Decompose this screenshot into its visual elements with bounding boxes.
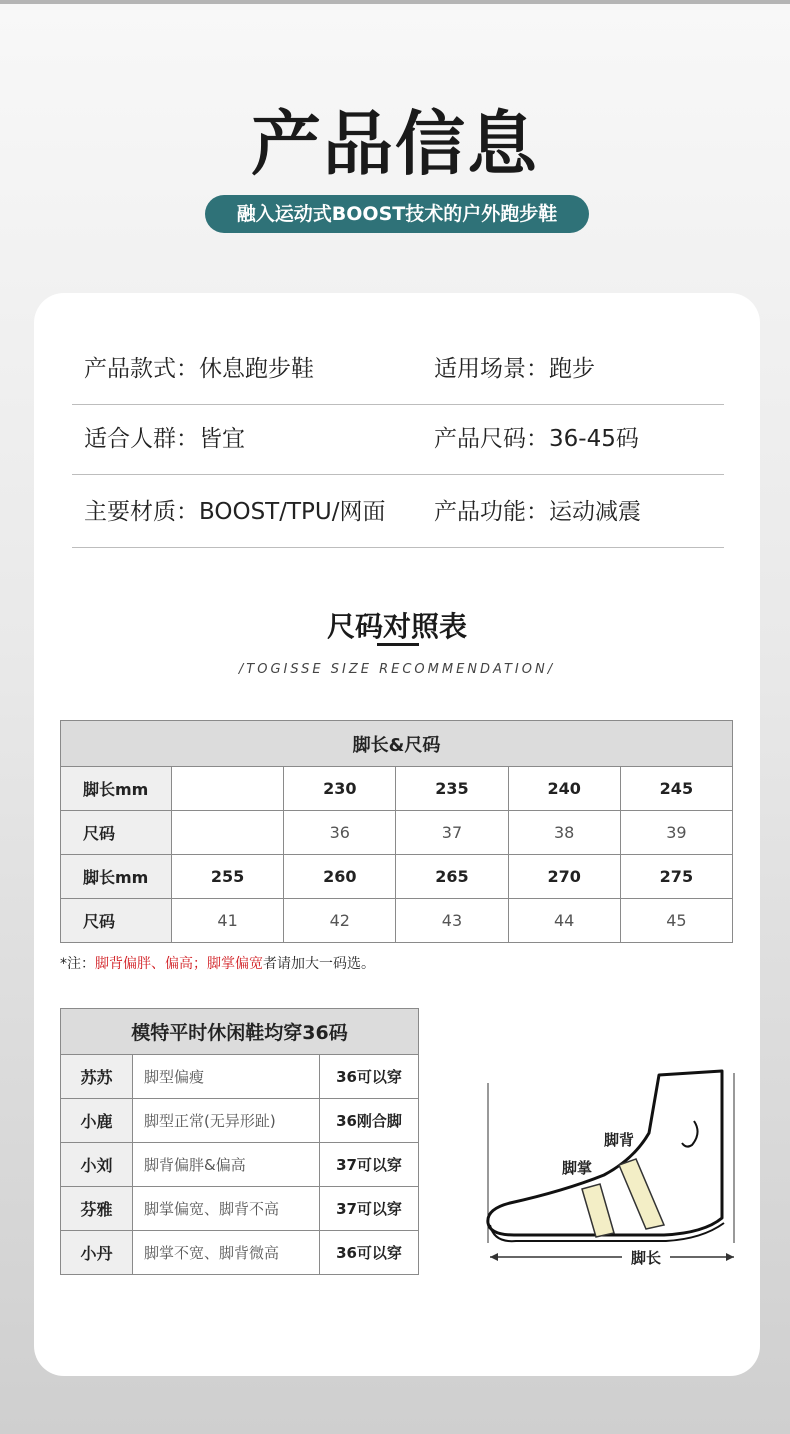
note-suffix: 者请加大一码选。 <box>263 956 375 972</box>
model-name: 小丹 <box>61 1231 133 1275</box>
model-name: 芬雅 <box>61 1187 133 1231</box>
size-cell: 37 <box>396 811 508 855</box>
subtitle-badge: 融入运动式BOOST技术的户外跑步鞋 <box>205 195 589 233</box>
size-cell: 41 <box>172 899 284 943</box>
length-cell: 260 <box>284 855 396 899</box>
size-table <box>60 720 733 943</box>
note-warning-instep: 脚背偏胖、偏高； <box>95 956 207 972</box>
size-cell: 43 <box>396 899 508 943</box>
length-cell <box>172 767 284 811</box>
page-title: 产品信息 <box>251 103 539 185</box>
note-warning-ball: 脚掌偏宽 <box>207 956 263 972</box>
model-table-title: 模特平时休闲鞋均穿36码 <box>61 1009 419 1055</box>
model-fit: 36可以穿 <box>320 1055 419 1099</box>
model-foot-type: 脚型偏瘦 <box>133 1055 320 1099</box>
row-label-size: 尺码 <box>61 899 172 943</box>
row-label-size: 尺码 <box>61 811 172 855</box>
size-cell: 36 <box>284 811 396 855</box>
size-cell <box>172 811 284 855</box>
model-fit: 36刚合脚 <box>320 1099 419 1143</box>
length-cell: 255 <box>172 855 284 899</box>
info-size-range: 产品尺码：36-45码 <box>434 426 639 452</box>
info-function: 产品功能：运动减震 <box>434 499 641 525</box>
info-row-1 <box>72 333 724 405</box>
model-foot-type: 脚掌偏宽、脚背不高 <box>133 1187 320 1231</box>
table-row <box>61 1187 419 1231</box>
arrow-left-icon <box>490 1253 498 1261</box>
info-material: 主要材质：BOOST/TPU/网面 <box>84 499 386 525</box>
length-cell: 275 <box>620 855 732 899</box>
info-scene: 适用场景：跑步 <box>434 356 595 382</box>
note-prefix: *注： <box>60 956 95 972</box>
label-length: 脚长 <box>630 1249 662 1267</box>
length-cell: 235 <box>396 767 508 811</box>
size-chart-subtitle: /TOGISSE SIZE RECOMMENDATION/ <box>238 662 556 677</box>
model-table-header-row <box>61 1009 419 1055</box>
table-row <box>61 899 733 943</box>
table-row <box>61 855 733 899</box>
table-row <box>61 767 733 811</box>
table-row <box>61 1099 419 1143</box>
size-cell: 38 <box>508 811 620 855</box>
model-foot-type: 脚型正常(无异形趾) <box>133 1099 320 1143</box>
length-cell: 265 <box>396 855 508 899</box>
model-fit: 37可以穿 <box>320 1187 419 1231</box>
model-name: 小鹿 <box>61 1099 133 1143</box>
model-name: 苏苏 <box>61 1055 133 1099</box>
model-fit: 37可以穿 <box>320 1143 419 1187</box>
label-instep: 脚背 <box>604 1131 635 1149</box>
table-row <box>61 1143 419 1187</box>
top-divider <box>0 0 790 4</box>
info-row-3 <box>72 476 724 548</box>
row-label-length: 脚长mm <box>61 767 172 811</box>
size-table-title: 脚长&尺码 <box>61 721 733 767</box>
model-foot-type: 脚背偏胖&偏高 <box>133 1143 320 1187</box>
model-fit-table <box>60 1008 419 1275</box>
info-row-2 <box>72 403 724 475</box>
length-cell: 270 <box>508 855 620 899</box>
size-cell: 44 <box>508 899 620 943</box>
length-cell: 240 <box>508 767 620 811</box>
size-table-header-row <box>61 721 733 767</box>
size-cell: 42 <box>284 899 396 943</box>
size-note <box>60 953 375 973</box>
arrow-right-icon <box>726 1253 734 1261</box>
model-foot-type: 脚掌不宽、脚背微高 <box>133 1231 320 1275</box>
length-cell: 230 <box>284 767 396 811</box>
row-label-length: 脚长mm <box>61 855 172 899</box>
info-audience: 适合人群：皆宜 <box>84 426 245 452</box>
table-row <box>61 1055 419 1099</box>
size-cell: 39 <box>620 811 732 855</box>
title-underline <box>377 643 419 646</box>
size-chart-title: 尺码对照表 <box>326 610 467 643</box>
product-info-card <box>34 293 760 1376</box>
foot-measure-diagram <box>454 1063 754 1273</box>
length-cell: 245 <box>620 767 732 811</box>
label-ball: 脚掌 <box>562 1159 593 1177</box>
table-row <box>61 1231 419 1275</box>
size-cell: 45 <box>620 899 732 943</box>
model-name: 小刘 <box>61 1143 133 1187</box>
info-style: 产品款式：休息跑步鞋 <box>84 356 314 382</box>
table-row <box>61 811 733 855</box>
model-fit: 36可以穿 <box>320 1231 419 1275</box>
